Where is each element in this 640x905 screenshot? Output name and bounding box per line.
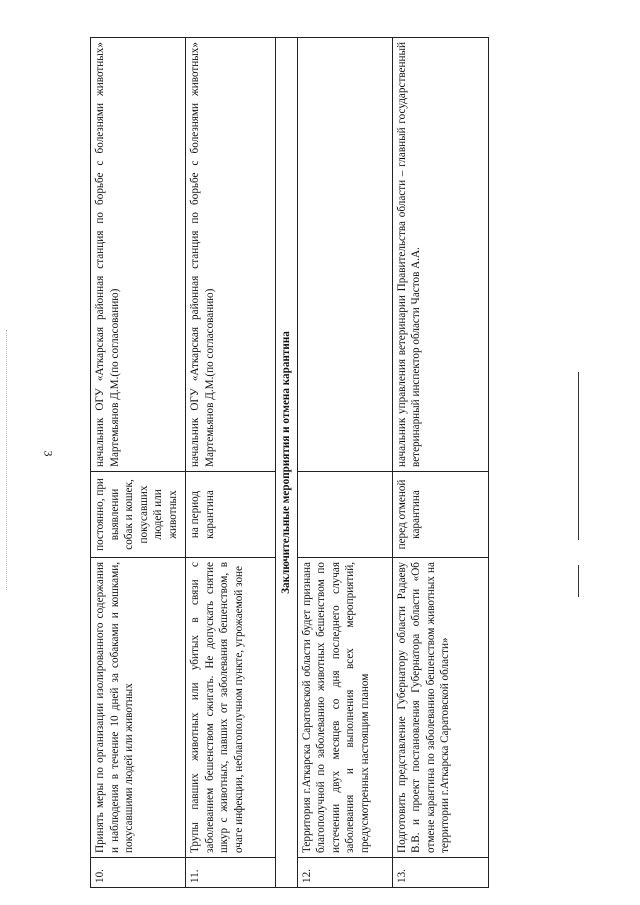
scan-edge-mark [6,330,8,590]
measure-text: Территория г.Аткарска Саратовской области будет признана благополучной по заболеванию животных бешенством по истечении двух месяцев со дня последнего случая заболевания и выполнения всех мероприятий, предусмотренных настоящим планом [297,558,392,858]
row-number: 10. [91,858,186,888]
row-number: 11. [186,858,276,888]
term-text: на период карантина [186,472,276,558]
responsible-text: начальник ОГУ «Аткарская районная станция по борьбе с болезнями животных» Мартемьянов Д.М.(по согласованию) [186,38,276,472]
measure-text: Подготовить представление Губернатору области Радаеву В.В. и проект постановления Губернатора области «Об отмене карантина по заболеванию бешенством животных на территории г.Аткарска Саратовской области» [392,558,488,858]
closing-rule-line [578,372,579,540]
table-row [186,38,276,888]
responsible-text [297,38,392,472]
section-title: Заключительные мероприятия и отмена карантина [276,38,298,888]
closing-rule-line [578,565,579,597]
row-number: 13. [392,858,488,888]
responsible-text: начальник ОГУ «Аткарская районная станция по борьбе с болезнями животных» Мартемьянов Д.М.(по согласованию) [91,38,186,472]
row-number: 12. [297,858,392,888]
term-text [297,472,392,558]
responsible-text: начальник управления ветеринарии Правительства области – главный государственный ветеринарный инспектор области Частов А.А. [392,38,488,472]
table-row [297,38,392,888]
section-row [276,38,298,888]
term-text: постоянно, при выявлении собак и кошек, покусавших людей или животных [91,472,186,558]
measure-text: Принять меры по организации изолированного содержания и наблюдения в течение 10 дней за собаками и кошками, покусавшими людей или животных [91,558,186,858]
measures-table [90,37,489,888]
table-row [392,38,488,888]
measure-text: Трупы павших животных или убитых в связи с заболеванием бешенством сжигать. Не допускать снятие шкур с животных, павших от заболевания бешенством, в очаге инфекции, неблагополучном пункте, угрожаемой зоне [186,558,276,858]
table-row [91,38,186,888]
page-number: 3 [41,450,56,457]
term-text: перед отменой карантина [392,472,488,558]
rotated-page-content [90,38,620,888]
